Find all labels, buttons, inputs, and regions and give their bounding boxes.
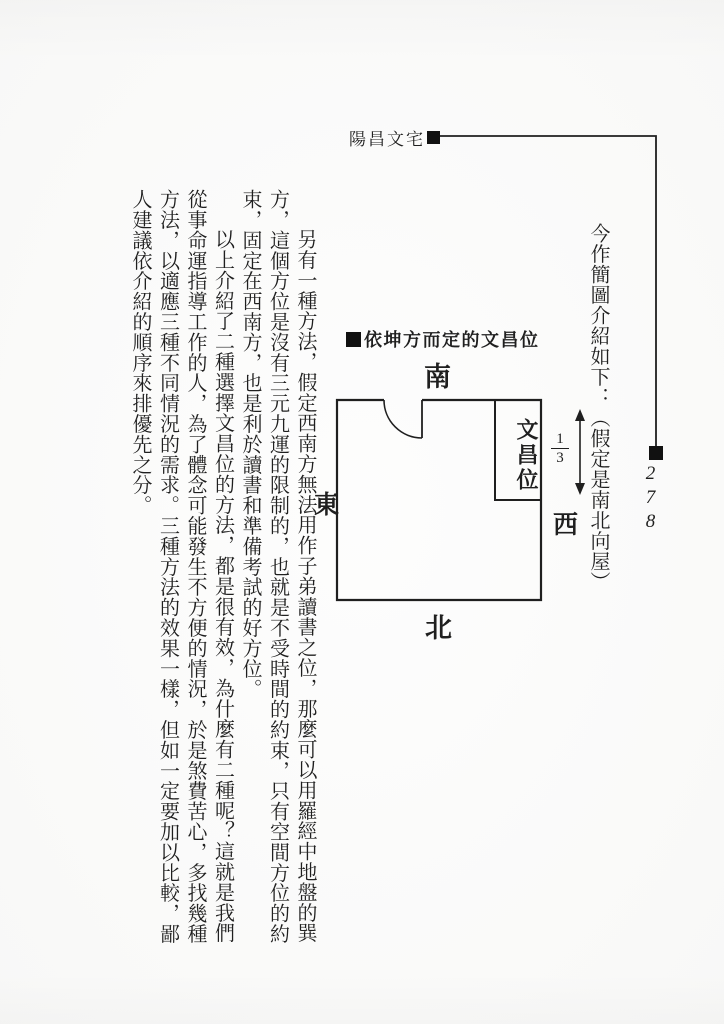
direction-label-east: 東 — [314, 492, 340, 519]
figure-title-text: 依坤方而定的文昌位 — [364, 330, 540, 350]
leader-end-square-marker — [649, 446, 663, 460]
body-text-block — [110, 189, 318, 945]
body-paragraph-1: 另有一種方法，假定西南方無法用作子弟讀書之位，那麼可以用羅經中地盤的巽方，這個方位是沒有三元九運的限制的，也就是不受時間的約束，只有空間方位的約束，固定在西南方，也是利於讀書和準備考試的好方位。 — [239, 189, 316, 944]
header-tab — [349, 125, 440, 150]
header-tab-label: 陽昌文宅 — [349, 130, 425, 149]
black-square-bullet-icon — [346, 332, 361, 347]
body-paragraph-2: 以上介紹了二種選擇文昌位的方法，都是很有效，為什麼有二種呢？這就是我們從事命運指導工作的人，為了體念可能發生不方便的情況，於是煞費苦心，多找幾種方法，以適應三種不同情況的需求。三種方法的效果一樣，但如一定要加以比較，鄙人建議依介紹的順序來排優先之分。 — [129, 189, 234, 944]
door-swing-arc — [384, 400, 422, 438]
fraction-denominator: 3 — [551, 448, 569, 467]
direction-label-south: 南 — [424, 362, 451, 392]
direction-label-west: 西 — [553, 512, 579, 539]
black-square-marker-icon — [427, 131, 440, 144]
page-number: 278 — [640, 463, 661, 535]
figure-title — [346, 326, 540, 352]
direction-label-north: 北 — [425, 613, 452, 643]
one-third-fraction — [547, 430, 573, 467]
right-caption: 今作簡圖介紹如下：（假定是南北向屋） — [587, 223, 609, 592]
fraction-numerator: 1 — [556, 431, 564, 447]
wenchang-room-label: 文昌位 — [514, 418, 539, 493]
